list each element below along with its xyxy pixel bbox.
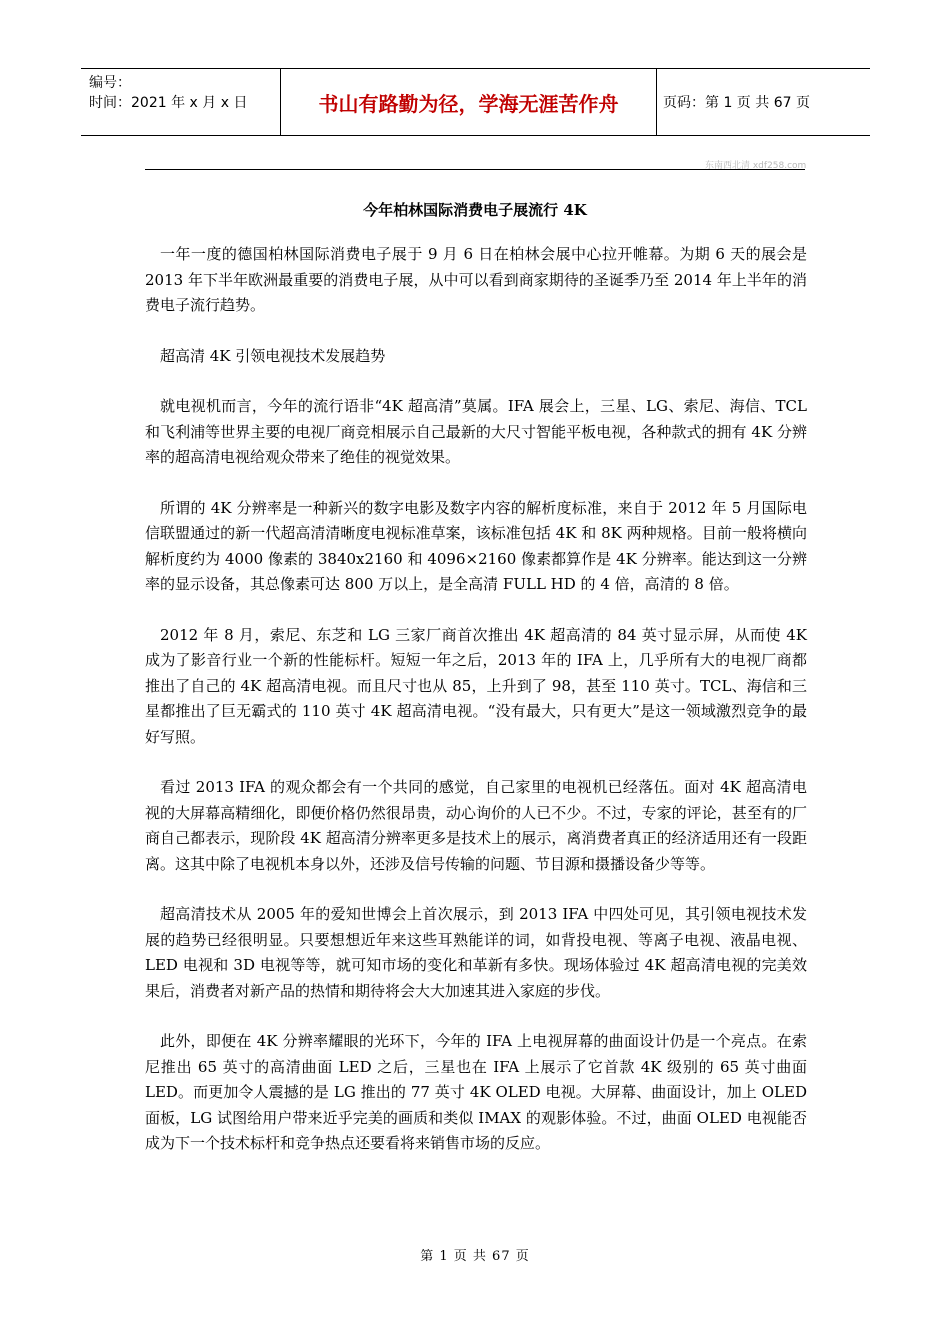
paragraph: 看过 2013 IFA 的观众都会有一个共同的感觉，自己家里的电视机已经落伍。面对 4K 超高清电视的大屏幕高精细化，即便价格仍然很昂贵，动心询价的人已不少。不过，专家的评论，甚至有的厂商自己都表示，现阶段 4K 超高清分辨率更多是技术上的展示，离消费者真正的经济适用还有一段距离。这其中除了电视机本身以外，还涉及信号传输的问题、节目源和摄播设备少等等。 <box>145 778 807 873</box>
paragraph: 超高清技术从 2005 年的爱知世博会上首次展示，到 2013 IFA 中四处可见，其引领电视技术发展的趋势已经很明显。只要想想近年来这些耳熟能详的词，如背投电视、等离子电视、液晶电视、LED 电视和 3D 电视等等，就可知市场的变化和革新有多快。现场体验过 4K 超高清电视的完美效果后，消费者对新产品的热情和期待将会大大加速其进入家庭的步伐。 <box>145 905 807 1000</box>
page-footer: 第 1 页 共 67 页 <box>420 1249 530 1264</box>
watermark-text: 东南西北清 xdf258.com <box>705 161 807 171</box>
motto-text: 书山有路勤为径，学海无涯苦作舟 <box>281 69 657 135</box>
paragraph: 一年一度的德国柏林国际消费电子展于 9 月 6 日在柏林会展中心拉开帷幕。为期 6 天的展会是 2013 年下半年欧洲最重要的消费电子展，从中可以看到商家期待的圣诞季乃至 2014 年上半年的消费电子流行趋势。 <box>145 245 807 314</box>
time-label: 时间：2021 年 x 月 x 日 <box>89 95 248 111</box>
page-info: 页码：第 1 页 共 67 页 <box>663 95 810 111</box>
paragraph: 就电视机而言，今年的流行语非“4K 超高清”莫属。IFA 展会上，三星、LG、索尼、海信、TCL 和飞利浦等世界主要的电视厂商竞相展示自己最新的大尺寸智能平板电视，各种款式的拥有 4K 分辨率的超高清电视给观众带来了绝佳的视觉效果。 <box>145 397 807 466</box>
article-title: 今年柏林国际消费电子展流行 4K <box>363 201 587 219</box>
article-body <box>145 242 807 1182</box>
header-divider <box>145 169 805 170</box>
paragraph: 所谓的 4K 分辨率是一种新兴的数字电影及数字内容的解析度标准，来自于 2012 年 5 月国际电信联盟通过的新一代超高清清晰度电视标准草案，该标准包括 4K 和 8K 两种规格。目前一般将横向解析度约为 4000 像素的 3840x2160 和 4096×2160 像素都算作是 4K 分辨率。能达到这一分辨率的显示设备，其总像素可达 800 万以上，是全高清 FULL HD 的 4 倍，高清的 8 倍。 <box>145 498 807 593</box>
number-label: 编号： <box>89 75 131 91</box>
header-meta-cell <box>81 69 281 135</box>
document-header <box>81 68 870 136</box>
section-heading: 超高清 4K 引领电视技术发展趋势 <box>160 346 386 365</box>
paragraph: 此外，即便在 4K 分辨率耀眼的光环下，今年的 IFA 上电视屏幕的曲面设计仍是一个亮点。在索尼推出 65 英寸的高清曲面 LED 之后，三星也在 IFA 上展示了它首款 4K 级别的 65 英寸曲面 LED。而更加令人震撼的是 LG 推出的 77 英寸 4K OLED 电视。大屏幕、曲面设计，加上 OLED 面板，LG 试图给用户带来近乎完美的画质和类似 IMAX 的观影体验。不过，曲面 OLED 电视能否成为下一个技术标杆和竞争热点还要看将来销售市场的反应。 <box>145 1032 807 1152</box>
paragraph: 2012 年 8 月，索尼、东芝和 LG 三家厂商首次推出 4K 超高清的 84 英寸显示屏，从而使 4K 成为了影音行业一个新的性能标杆。短短一年之后，2013 年的 IFA 上，几乎所有大的电视厂商都推出了自己的 4K 超高清电视。而且尺寸也从 85，上升到了 98，甚至 110 英寸。TCL、海信和三星都推出了巨无霸式的 110 英寸 4K 超高清电视。“没有最大，只有更大”是这一领域激烈竞争的最好写照。 <box>145 625 807 746</box>
